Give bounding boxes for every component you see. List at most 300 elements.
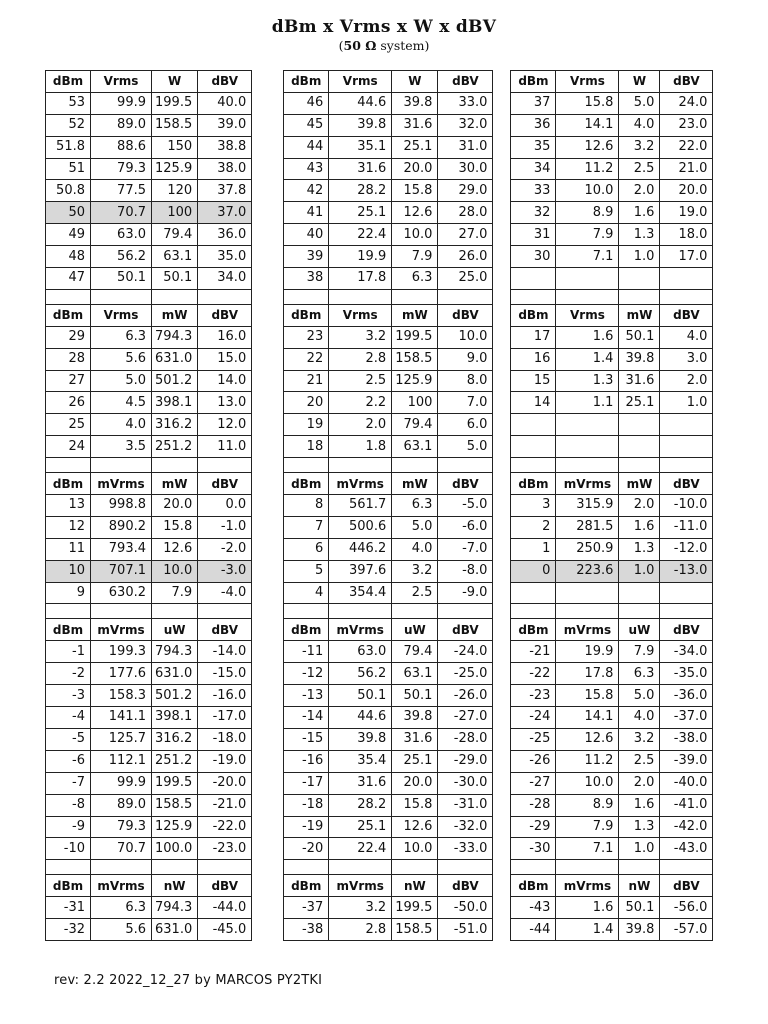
column-gap <box>493 495 511 517</box>
table-cell: 33.0 <box>438 92 493 114</box>
table-cell: 12.0 <box>198 414 252 436</box>
table-cell: -40.0 <box>660 772 713 794</box>
table-row <box>46 202 713 224</box>
table-cell: -13 <box>284 685 329 707</box>
table-row <box>46 728 713 750</box>
column-gap <box>493 246 511 268</box>
column-gap <box>493 458 511 473</box>
table-cell: 25.0 <box>438 268 493 290</box>
table-cell: 8 <box>284 495 329 517</box>
table-cell: 1.6 <box>556 326 619 348</box>
column-gap <box>252 458 284 473</box>
table-cell: 7.9 <box>152 582 198 604</box>
table-cell: 18 <box>284 436 329 458</box>
table-row <box>46 582 713 604</box>
table-cell: 501.2 <box>152 685 198 707</box>
table-cell: 50.1 <box>152 268 198 290</box>
table-cell: 251.2 <box>152 436 198 458</box>
column-gap <box>252 202 284 224</box>
table-cell: -16 <box>284 750 329 772</box>
table-cell: -5.0 <box>438 495 493 517</box>
table-cell: -56.0 <box>660 897 713 919</box>
empty-cell <box>198 604 252 619</box>
column-gap <box>252 707 284 729</box>
table-row <box>46 180 713 202</box>
table-cell: 1.3 <box>619 816 660 838</box>
table-cell: 25.1 <box>619 392 660 414</box>
table-cell <box>511 436 556 458</box>
table-cell <box>556 268 619 290</box>
table-cell: 158.5 <box>152 114 198 136</box>
table-cell: 39.8 <box>392 92 438 114</box>
table-cell: -32.0 <box>438 816 493 838</box>
table-cell: 120 <box>152 180 198 202</box>
table-cell: 46 <box>284 92 329 114</box>
column-header: dBm <box>46 875 91 897</box>
table-cell: 1.3 <box>619 538 660 560</box>
column-header: dBV <box>198 304 252 326</box>
table-cell: 43 <box>284 158 329 180</box>
table-cell: 28 <box>46 348 91 370</box>
table-cell: 3.5 <box>91 436 152 458</box>
column-gap <box>493 663 511 685</box>
table-cell: 20.0 <box>392 772 438 794</box>
table-cell: 41 <box>284 202 329 224</box>
empty-cell <box>284 604 329 619</box>
table-cell: 501.2 <box>152 370 198 392</box>
table-cell: 10.0 <box>438 326 493 348</box>
table-cell: 5.0 <box>91 370 152 392</box>
table-cell: 125.7 <box>91 728 152 750</box>
table-row <box>46 707 713 729</box>
table-cell: -36.0 <box>660 685 713 707</box>
table-cell: 1.4 <box>556 919 619 941</box>
table-cell: 2.0 <box>619 772 660 794</box>
table-cell: -37.0 <box>660 707 713 729</box>
empty-cell <box>91 458 152 473</box>
table-cell: 2.5 <box>619 158 660 180</box>
table-cell: 50.1 <box>619 897 660 919</box>
column-gap <box>493 516 511 538</box>
table-cell: 63.0 <box>91 224 152 246</box>
column-gap <box>493 348 511 370</box>
table-cell: 51.8 <box>46 136 91 158</box>
table-cell: 56.2 <box>91 246 152 268</box>
table-cell: 79.4 <box>392 414 438 436</box>
table-row <box>46 750 713 772</box>
table-cell: 315.9 <box>556 495 619 517</box>
table-cell: -24.0 <box>438 641 493 663</box>
table-cell: 27 <box>46 370 91 392</box>
table-cell: 177.6 <box>91 663 152 685</box>
table-cell: 4.5 <box>91 392 152 414</box>
table-cell: 14.1 <box>556 707 619 729</box>
empty-cell <box>152 289 198 304</box>
table-cell: 21 <box>284 370 329 392</box>
column-gap <box>252 560 284 582</box>
table-cell: 8.9 <box>556 202 619 224</box>
column-header: dBV <box>660 875 713 897</box>
table-cell: 0.0 <box>198 495 252 517</box>
table-cell: 7.0 <box>438 392 493 414</box>
table-cell: 2.5 <box>329 370 392 392</box>
table-cell: 8.9 <box>556 794 619 816</box>
table-cell: 7.1 <box>556 246 619 268</box>
table-cell: -44.0 <box>198 897 252 919</box>
table-cell: 12.6 <box>556 136 619 158</box>
table-cell: 15 <box>511 370 556 392</box>
table-cell: -14.0 <box>198 641 252 663</box>
table-cell: 3.2 <box>619 136 660 158</box>
column-header: dBm <box>284 875 329 897</box>
table-cell: -20 <box>284 838 329 860</box>
table-cell: -18 <box>284 794 329 816</box>
table-cell: 20.0 <box>660 180 713 202</box>
table-cell: 2.5 <box>392 582 438 604</box>
table-row <box>46 136 713 158</box>
page-subtitle <box>0 38 768 53</box>
empty-cell <box>619 604 660 619</box>
table-cell: 5.6 <box>91 919 152 941</box>
column-gap <box>252 71 284 93</box>
table-cell: 63.0 <box>329 641 392 663</box>
table-cell <box>660 436 713 458</box>
table-cell: 28.2 <box>329 794 392 816</box>
table-cell: 10.0 <box>392 224 438 246</box>
table-cell: 1.6 <box>619 516 660 538</box>
table-cell: -3.0 <box>198 560 252 582</box>
table-cell: -38 <box>284 919 329 941</box>
table-cell: 397.6 <box>329 560 392 582</box>
column-gap <box>493 180 511 202</box>
table-cell: 28.2 <box>329 180 392 202</box>
table-cell: 50.1 <box>619 326 660 348</box>
table-cell: 794.3 <box>152 641 198 663</box>
table-row <box>46 246 713 268</box>
table-cell: -35.0 <box>660 663 713 685</box>
table-cell: 37.0 <box>198 202 252 224</box>
table-cell <box>511 268 556 290</box>
table-cell: -30.0 <box>438 772 493 794</box>
column-gap <box>252 875 284 897</box>
column-header: uW <box>152 619 198 641</box>
table-cell: -2 <box>46 663 91 685</box>
table-row <box>46 114 713 136</box>
table-cell: 354.4 <box>329 582 392 604</box>
column-header: mVrms <box>329 619 392 641</box>
column-gap <box>493 750 511 772</box>
table-cell: 22.4 <box>329 224 392 246</box>
empty-cell <box>556 604 619 619</box>
table-cell: 1.0 <box>660 392 713 414</box>
table-cell: -6.0 <box>438 516 493 538</box>
table-cell: 16.0 <box>198 326 252 348</box>
table-cell: -19 <box>284 816 329 838</box>
table-cell: 38.0 <box>198 158 252 180</box>
table-cell: -15 <box>284 728 329 750</box>
table-cell: 2.0 <box>619 180 660 202</box>
table-cell: 631.0 <box>152 348 198 370</box>
table-cell: 2.8 <box>329 919 392 941</box>
empty-cell <box>284 458 329 473</box>
table-cell: 25.1 <box>329 202 392 224</box>
empty-cell <box>392 604 438 619</box>
table-cell: 70.7 <box>91 838 152 860</box>
table-cell: 38.8 <box>198 136 252 158</box>
table-cell: 47 <box>46 268 91 290</box>
column-gap <box>252 838 284 860</box>
table-cell: 17 <box>511 326 556 348</box>
table-cell: 88.6 <box>91 136 152 158</box>
table-cell: 631.0 <box>152 919 198 941</box>
table-cell: 23 <box>284 326 329 348</box>
empty-cell <box>152 604 198 619</box>
column-gap <box>252 619 284 641</box>
empty-cell <box>511 458 556 473</box>
empty-cell <box>329 604 392 619</box>
table-cell: 51 <box>46 158 91 180</box>
table-cell: 20 <box>284 392 329 414</box>
table-cell: -24 <box>511 707 556 729</box>
table-cell: 9.0 <box>438 348 493 370</box>
table-cell: -16.0 <box>198 685 252 707</box>
column-header: dBm <box>284 71 329 93</box>
table-cell: 15.8 <box>392 794 438 816</box>
table-row <box>46 794 713 816</box>
empty-cell <box>198 458 252 473</box>
table-cell: 39.8 <box>329 114 392 136</box>
table-cell: -13.0 <box>660 560 713 582</box>
column-gap <box>252 919 284 941</box>
table-cell: 6.3 <box>91 326 152 348</box>
column-header: dBV <box>438 473 493 495</box>
column-header: dBm <box>511 875 556 897</box>
column-header: mVrms <box>91 875 152 897</box>
column-gap <box>493 619 511 641</box>
table-row <box>46 516 713 538</box>
empty-cell <box>438 860 493 875</box>
table-cell: 2.0 <box>619 495 660 517</box>
table-row <box>46 436 713 458</box>
table-cell: 79.3 <box>91 158 152 180</box>
column-header: mW <box>619 304 660 326</box>
table-cell <box>556 582 619 604</box>
table-cell: 5.0 <box>619 92 660 114</box>
column-gap <box>252 289 284 304</box>
table-cell: -28 <box>511 794 556 816</box>
column-header: dBV <box>198 71 252 93</box>
table-cell: 10.0 <box>392 838 438 860</box>
table-cell: -26 <box>511 750 556 772</box>
table-cell: 1.0 <box>619 838 660 860</box>
table-cell <box>619 436 660 458</box>
table-cell: -8.0 <box>438 560 493 582</box>
table-cell: 35.4 <box>329 750 392 772</box>
table-cell: 14.1 <box>556 114 619 136</box>
table-cell: 500.6 <box>329 516 392 538</box>
table-cell: -1.0 <box>198 516 252 538</box>
table-cell: 158.5 <box>392 348 438 370</box>
table-cell: 7.9 <box>556 224 619 246</box>
table-cell: 40 <box>284 224 329 246</box>
table-cell: -9.0 <box>438 582 493 604</box>
table-cell: 37.8 <box>198 180 252 202</box>
table-cell: 158.5 <box>152 794 198 816</box>
column-header: dBm <box>46 71 91 93</box>
table-cell: -23 <box>511 685 556 707</box>
column-gap <box>493 224 511 246</box>
table-cell: 25 <box>46 414 91 436</box>
table-cell: 125.9 <box>392 370 438 392</box>
table-cell: 39.8 <box>329 728 392 750</box>
table-cell: 50.1 <box>91 268 152 290</box>
column-header: dBV <box>198 473 252 495</box>
empty-cell <box>660 860 713 875</box>
table-cell: 26 <box>46 392 91 414</box>
table-cell: 3.0 <box>660 348 713 370</box>
column-gap <box>493 707 511 729</box>
empty-cell <box>46 604 91 619</box>
table-cell: -34.0 <box>660 641 713 663</box>
table-cell: 199.3 <box>91 641 152 663</box>
table-cell: 1.0 <box>619 246 660 268</box>
empty-cell <box>511 604 556 619</box>
table-cell: 79.4 <box>152 224 198 246</box>
table-cell: 199.5 <box>392 326 438 348</box>
table-cell: 7.1 <box>556 838 619 860</box>
table-cell: -3 <box>46 685 91 707</box>
table-cell: 12.6 <box>152 538 198 560</box>
table-cell: 37 <box>511 92 556 114</box>
column-header: mVrms <box>329 473 392 495</box>
column-gap <box>252 473 284 495</box>
column-header: mVrms <box>556 619 619 641</box>
table-cell: 0 <box>511 560 556 582</box>
column-gap <box>252 816 284 838</box>
empty-cell <box>46 289 91 304</box>
table-cell: 2.8 <box>329 348 392 370</box>
table-cell: 223.6 <box>556 560 619 582</box>
table-cell: -1 <box>46 641 91 663</box>
table-cell: -25 <box>511 728 556 750</box>
empty-cell <box>152 860 198 875</box>
column-header: dBV <box>660 304 713 326</box>
table-cell: 19 <box>284 414 329 436</box>
table-cell: 2.0 <box>660 370 713 392</box>
empty-cell <box>438 604 493 619</box>
table-cell: 30.0 <box>438 158 493 180</box>
table-cell: -12.0 <box>660 538 713 560</box>
table-cell: 31.6 <box>329 772 392 794</box>
empty-cell <box>556 289 619 304</box>
empty-cell <box>660 289 713 304</box>
table-row <box>46 685 713 707</box>
column-header: Vrms <box>91 304 152 326</box>
table-cell: 4.0 <box>660 326 713 348</box>
table-cell: -43.0 <box>660 838 713 860</box>
column-header: dBm <box>511 304 556 326</box>
table-cell: 998.8 <box>91 495 152 517</box>
table-cell <box>556 414 619 436</box>
column-gap <box>493 158 511 180</box>
table-cell <box>660 582 713 604</box>
table-cell: 35 <box>511 136 556 158</box>
table-cell: -7.0 <box>438 538 493 560</box>
table-cell: 23.0 <box>660 114 713 136</box>
column-gap <box>493 772 511 794</box>
section-spacer-row <box>46 458 713 473</box>
table-cell: 10.0 <box>556 772 619 794</box>
table-cell: 99.9 <box>91 772 152 794</box>
table-cell: -31 <box>46 897 91 919</box>
table-cell: 561.7 <box>329 495 392 517</box>
table-cell: 12.6 <box>556 728 619 750</box>
column-header: dBm <box>511 619 556 641</box>
column-header: dBm <box>46 619 91 641</box>
table-cell: 26.0 <box>438 246 493 268</box>
table-cell: -22 <box>511 663 556 685</box>
table-cell: 11.2 <box>556 750 619 772</box>
table-cell: -11.0 <box>660 516 713 538</box>
column-gap <box>252 604 284 619</box>
empty-cell <box>46 860 91 875</box>
table-cell: 15.8 <box>556 685 619 707</box>
empty-cell <box>329 458 392 473</box>
table-cell: -51.0 <box>438 919 493 941</box>
table-cell: 49 <box>46 224 91 246</box>
column-gap <box>252 750 284 772</box>
empty-cell <box>438 289 493 304</box>
table-cell: -21.0 <box>198 794 252 816</box>
column-gap <box>493 304 511 326</box>
column-header: nW <box>152 875 198 897</box>
table-cell: 2.2 <box>329 392 392 414</box>
table-cell: 1 <box>511 538 556 560</box>
table-cell: -30 <box>511 838 556 860</box>
column-header: dBm <box>511 473 556 495</box>
empty-cell <box>660 604 713 619</box>
column-gap <box>493 473 511 495</box>
column-gap <box>493 560 511 582</box>
column-header: nW <box>619 875 660 897</box>
table-cell: 39.8 <box>619 919 660 941</box>
empty-cell <box>198 860 252 875</box>
column-gap <box>252 268 284 290</box>
table-cell: 1.6 <box>619 794 660 816</box>
table-cell: 4.0 <box>619 707 660 729</box>
table-cell: 1.3 <box>619 224 660 246</box>
column-gap <box>252 582 284 604</box>
table-cell: 316.2 <box>152 728 198 750</box>
table-cell: 29 <box>46 326 91 348</box>
column-gap <box>252 114 284 136</box>
section-spacer-row <box>46 604 713 619</box>
table-cell: 44 <box>284 136 329 158</box>
table-cell: 33 <box>511 180 556 202</box>
empty-cell <box>152 458 198 473</box>
header-row <box>46 71 713 93</box>
table-row <box>46 495 713 517</box>
table-cell: 2.5 <box>619 750 660 772</box>
table-cell: 316.2 <box>152 414 198 436</box>
table-cell: 1.6 <box>619 202 660 224</box>
table-cell: 35.1 <box>329 136 392 158</box>
column-gap <box>252 860 284 875</box>
table-cell: 63.1 <box>152 246 198 268</box>
table-row <box>46 392 713 414</box>
column-header: mVrms <box>91 473 152 495</box>
table-cell: 34.0 <box>198 268 252 290</box>
